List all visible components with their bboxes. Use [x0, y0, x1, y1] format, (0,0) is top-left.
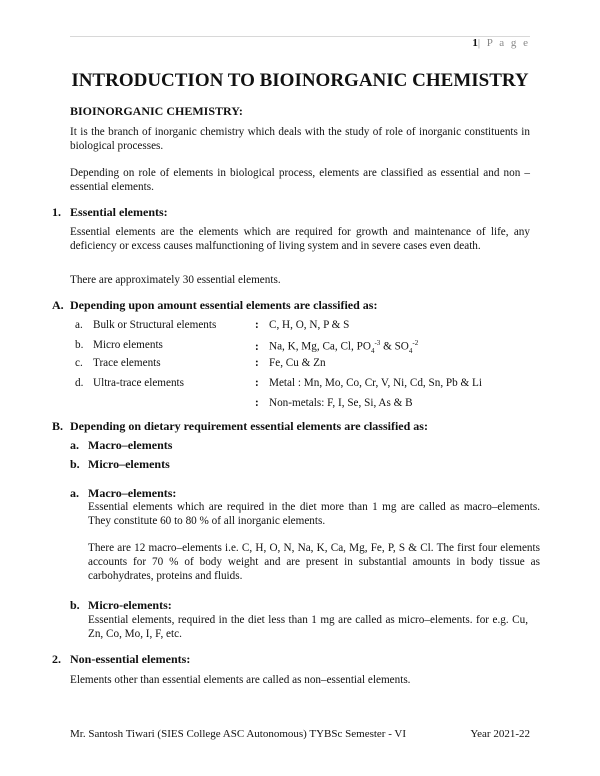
list-item-name: Bulk or Structural elements	[93, 319, 217, 331]
section-2-paragraph: Elements other than essential elements are called as non–essential elements.	[70, 674, 411, 686]
intro-paragraph-2: Depending on role of elements in biological process, elements are classified as essential and non – essential elements.	[70, 167, 530, 193]
list-item-value: : Metal : Mn, Mo, Co, Cr, V, Ni, Cd, Sn, Pb & Li	[255, 377, 482, 389]
micro-paragraph: Essential elements, required in the diet less than 1 mg are called as micro–elements. for e.g. Cu, Zn, Co, Mo, I, F, etc.	[88, 614, 528, 640]
list-item-value: : C, H, O, N, P & S	[255, 319, 350, 331]
macro-paragraph-2: There are 12 macro–elements i.e. C, H, O, N, Na, K, Ca, Mg, Fe, P, S & Cl. The first four elements accounts for 70 % of body weight and are present in substantial amounts in body tissue as carbohydrates, proteins and fluids.	[88, 542, 540, 582]
section-2-title: Non-essential elements:	[70, 652, 191, 666]
list-item-label: Micro–elements	[88, 457, 170, 471]
list-item-number: c.	[75, 357, 83, 369]
list-item-number: a.	[70, 438, 79, 452]
list-item	[70, 438, 172, 453]
list-item	[75, 357, 161, 369]
list-item-name: Micro elements	[93, 339, 163, 351]
section-b-title: Depending on dietary requirement essential elements are classified as:	[70, 419, 428, 433]
page-title: INTRODUCTION TO BIOINORGANIC CHEMISTRY	[71, 70, 529, 91]
value-text: C, H, O, N, P & S	[269, 319, 350, 331]
section-a-title: Depending upon amount essential elements are classified as:	[70, 298, 378, 312]
list-item	[70, 457, 170, 472]
section-a-number: A.	[52, 298, 64, 312]
list-item-value: : Fe, Cu & Zn	[255, 357, 326, 369]
section-1-paragraph-1: Essential elements are the elements which are required for growth and maintenance of life, any deficiency or excess causes malfunctioning of living system and in severe cases even death.	[70, 226, 530, 252]
macro-paragraph-1: Essential elements which are required in the diet more than 1 mg are called as macro–elements. They constitute 60 to 80 % of all inorganic elements.	[88, 501, 540, 527]
micro-heading	[70, 598, 172, 613]
macro-number: a.	[70, 486, 79, 500]
list-item-name: Ultra-trace elements	[93, 377, 185, 389]
list-item	[75, 377, 184, 389]
footer-author: Mr. Santosh Tiwari (SIES College ASC Autonomous) TYBSc Semester - VI	[70, 728, 407, 740]
subtitle: BIOINORGANIC CHEMISTRY:	[70, 104, 243, 118]
list-item-label: Macro–elements	[88, 438, 173, 452]
page-label: | P a g e	[477, 37, 530, 49]
footer	[70, 728, 530, 740]
list-item-number: d.	[75, 377, 84, 389]
list-item	[75, 339, 163, 351]
section-1-paragraph-2: There are approximately 30 essential elements.	[70, 274, 281, 286]
header-rule	[70, 36, 530, 37]
section-1-heading	[52, 205, 168, 220]
value-text: Na, K, Mg, Ca, Cl, PO	[269, 340, 371, 353]
list-item-number: a.	[75, 319, 83, 331]
section-2-number: 2.	[52, 652, 61, 666]
intro-paragraph-1: It is the branch of inorganic chemistry which deals with the study of role of inorganic constituents in biological processes.	[70, 126, 530, 152]
list-item-value: : Non-metals: F, I, Se, Si, As & B	[255, 397, 413, 409]
subscript: 4	[408, 346, 413, 355]
list-item-number: b.	[75, 339, 84, 351]
superscript: -2	[412, 339, 419, 347]
macro-heading	[70, 486, 176, 501]
value-text: & SO	[380, 340, 409, 353]
value-text: Metal : Mn, Mo, Co, Cr, V, Ni, Cd, Sn, Pb & Li	[269, 377, 482, 389]
superscript: -3	[374, 339, 381, 347]
value-text: Non-metals: F, I, Se, Si, As & B	[269, 397, 413, 409]
page-number	[472, 37, 530, 49]
section-1-number: 1.	[52, 205, 61, 219]
page-number-value: 1	[472, 37, 478, 49]
list-item-value: : Na, K, Mg, Ca, Cl, $PO_4^{-3}$ & $SO_4^{-2}$	[255, 339, 419, 355]
list-item	[75, 319, 216, 331]
micro-number: b.	[70, 598, 80, 612]
section-1-title: Essential elements:	[70, 205, 168, 219]
section-a-heading	[52, 298, 377, 313]
subscript: 4	[370, 346, 375, 355]
value-text: Fe, Cu & Zn	[269, 357, 326, 369]
section-b-heading	[52, 419, 428, 434]
section-2-heading	[52, 652, 190, 667]
macro-title: Macro–elements:	[88, 486, 177, 500]
section-b-number: B.	[52, 419, 64, 433]
footer-year: Year 2021-22	[470, 728, 530, 740]
micro-title: Micro-elements:	[88, 598, 172, 612]
list-item-number: b.	[70, 457, 80, 471]
list-item-name: Trace elements	[93, 357, 161, 369]
